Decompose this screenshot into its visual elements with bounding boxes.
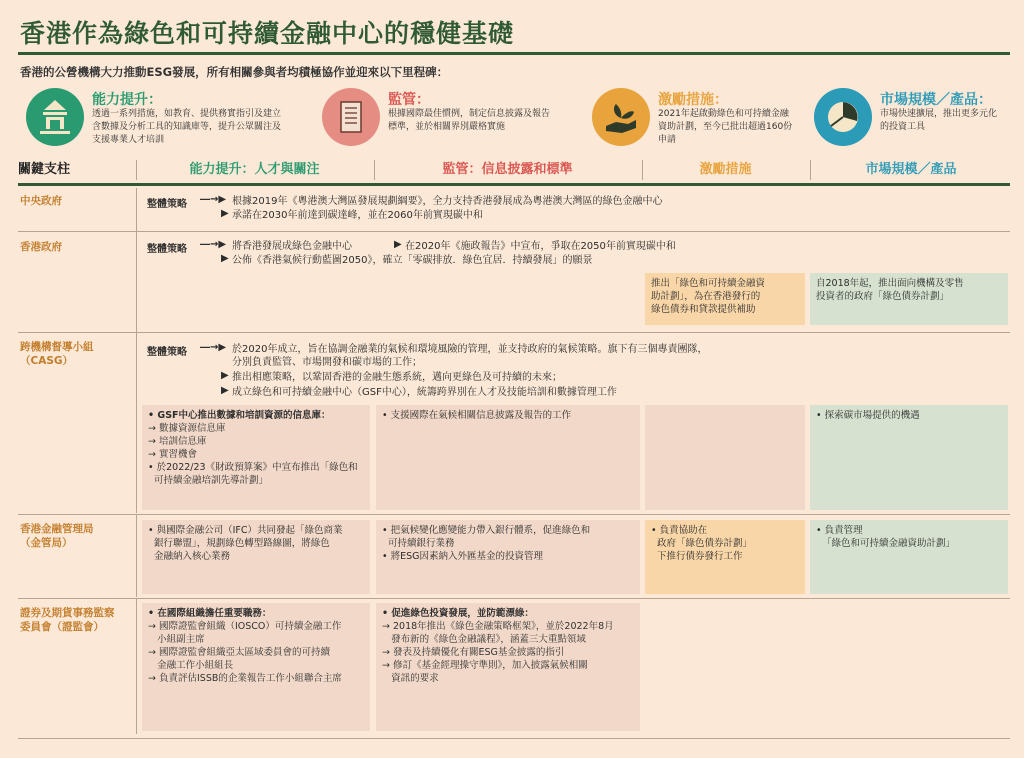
hkma-market-box: • 負責管理 「綠色和可持續金融資助計劃」 xyxy=(810,520,1008,594)
category-title: 監管： xyxy=(388,92,430,108)
classroom-icon xyxy=(26,88,84,146)
line: 分別負責監管、市場開發和碳市場的工作； xyxy=(232,357,422,368)
hkma-incentive-box: • 負責協助在 政府「綠色債券計劃」 下推行債券發行工作 xyxy=(645,520,805,594)
line: 公佈《香港氣候行動藍圖2050》，確立「零碳排放．綠色宜居．持續發展」的願景 xyxy=(232,255,593,266)
strategy-label: 整體策略 xyxy=(147,244,187,255)
row-vline xyxy=(136,515,137,597)
title-divider xyxy=(18,52,1010,55)
header-pillar: 關鍵支柱 xyxy=(18,162,71,177)
category-capacity xyxy=(26,84,316,154)
strategy-label: 整體策略 xyxy=(147,199,187,210)
strategy-label: 整體策略 xyxy=(147,347,187,358)
row-vline xyxy=(136,333,137,513)
row-label-casg: 跨機構督導小組 （CASG） xyxy=(20,341,94,367)
casg-regulation-box: • 支援國際在氣候相關信息披露及報告的工作 xyxy=(376,405,640,510)
hkma-capacity-box: • 與國際金融公司（IFC）共同發起「綠色商業 銀行聯盟」，規劃綠色轉型路線圖，將綠色 金融納入核心業務 xyxy=(142,520,370,594)
sfc-capacity-box: • 在國際組織擔任重要職務： → 國際證監會組織（IOSCO）可持續金融工作 小組副主席 → 國際證監會組織亞太區域委員會的可持續 金融工作小組組長 → 負責評估ISSB的企業報告工作小組聯合主席 xyxy=(142,603,370,731)
intro-text: 香港的公營機構大力推動ESG發展，所有相關參與者均積極協作並迎來以下里程碑： xyxy=(20,65,449,79)
row-vline xyxy=(136,232,137,332)
hkma-regulation-box: • 把氣候變化應變能力帶入銀行體系，促進綠色和 可持續銀行業務 • 將ESG因素納入外匯基金的投資管理 xyxy=(376,520,640,594)
category-title: 能力提升： xyxy=(92,92,162,108)
line: 推出相應策略，以鞏固香港的金融生態系統，邁向更綠色及可持續的未來； xyxy=(232,372,562,383)
hkgov-market-box: 自2018年起，推出面向機構及零售 投資者的政府「綠色債券計劃」 xyxy=(810,273,1008,325)
row-divider xyxy=(18,738,1010,739)
arrow-icon: ―→▶ xyxy=(200,194,227,205)
line: 承諾在2030年前達到碳達峰，並在2060年前實現碳中和 xyxy=(232,210,483,221)
casg-incentive-box xyxy=(645,405,805,510)
category-market xyxy=(814,84,1014,154)
arrow-icon: ▶ xyxy=(221,385,229,396)
casg-market-box: • 探索碳市場提供的機遇 xyxy=(810,405,1008,510)
category-title: 激勵措施： xyxy=(658,92,728,108)
line: 成立綠色和可持續金融中心（GSF中心），統籌跨界別在人才及技能培訓和數據管理工作 xyxy=(232,387,617,398)
header-divider xyxy=(18,183,1010,186)
sfc-regulation-box: • 促進綠色投資發展，並防範漂綠： → 2018年推出《綠色金融策略框架》，並於2022年8月 發布新的《綠色金融議程》，涵蓋三大重點領域 → 發表及持續優化有關ESG基金披露的指引 → 修訂《基金經理操守準則》，加入披露氣候相關 資訊的要求 xyxy=(376,603,640,731)
arrow-icon: ▶ xyxy=(394,239,402,250)
arrow-icon: ―→▶ xyxy=(200,342,227,353)
scroll-icon xyxy=(322,88,380,146)
row-label-hkma: 香港金融管理局 （金管局） xyxy=(20,523,94,549)
row-divider xyxy=(18,231,1010,232)
hkgov-incentive-box: 推出「綠色和可持續金融資 助計劃」，為在香港發行的 綠色債券和貸款提供補助 xyxy=(645,273,805,325)
category-desc: 透過一系列措施，如教育、提供務實指引及建立 含數據及分析工具的知識庫等，提升公眾關注及 支援專業人才培訓 xyxy=(92,109,282,145)
row-label-hkgov: 香港政府 xyxy=(20,241,62,253)
arrow-icon: ▶ xyxy=(221,208,229,219)
category-title: 市場規模／產品： xyxy=(880,92,992,108)
category-desc: 根據國際最佳慣例，制定信息披露及報告 標準，並於相關界別嚴格實施 xyxy=(388,109,551,132)
pie-chart-icon xyxy=(814,88,872,146)
header-incentive: 激勵措施 xyxy=(699,162,752,177)
line: 在2020年《施政報告》中宣布，爭取在2050年前實現碳中和 xyxy=(405,241,676,252)
arrow-icon: ▶ xyxy=(221,253,229,264)
arrow-icon: ―→▶ xyxy=(200,239,227,250)
header-market: 市場規模／產品 xyxy=(865,162,957,177)
hand-plant-icon xyxy=(592,88,650,146)
category-desc: 2021年起啟動綠色和可持續金融 資助計劃，至今已批出超過160份 申請 xyxy=(658,109,793,145)
header-regulation: 監管：信息披露和標準 xyxy=(442,162,573,177)
row-label-central: 中央政府 xyxy=(20,195,62,207)
row-vline xyxy=(136,188,137,231)
row-vline xyxy=(136,599,137,734)
line: 於2020年成立，旨在協調金融業的氣候和環境風險的管理，並支持政府的氣候策略。旗下有三個專責團隊， xyxy=(232,344,708,355)
line: 將香港發展成綠色金融中心 xyxy=(232,241,352,252)
row-divider xyxy=(18,598,1010,599)
category-desc: 市場快速擴展，推出更多元化 的投資工具 xyxy=(880,109,998,132)
header-capacity: 能力提升：人才與關注 xyxy=(189,162,320,177)
row-divider xyxy=(18,332,1010,333)
casg-capacity-box: • GSF中心推出數據和培訓資源的信息庫： → 數據資源信息庫 → 培訓信息庫 → 實習機會 • 於2022/23《財政預算案》中宣布推出「綠色和 可持續金融培訓先導計劃」 xyxy=(142,405,370,510)
page-title: 香港作為綠色和可持續金融中心的穩健基礎 xyxy=(20,19,515,48)
row-divider xyxy=(18,514,1010,515)
category-regulation xyxy=(322,84,592,154)
arrow-icon: ▶ xyxy=(221,370,229,381)
category-incentive xyxy=(592,84,812,154)
line: 根據2019年《粵港澳大灣區發展規劃綱要》，全力支持香港發展成為粵港澳大灣區的綠色金融中心 xyxy=(232,196,663,207)
row-label-sfc: 證券及期貨事務監察 委員會（證監會） xyxy=(20,607,115,633)
